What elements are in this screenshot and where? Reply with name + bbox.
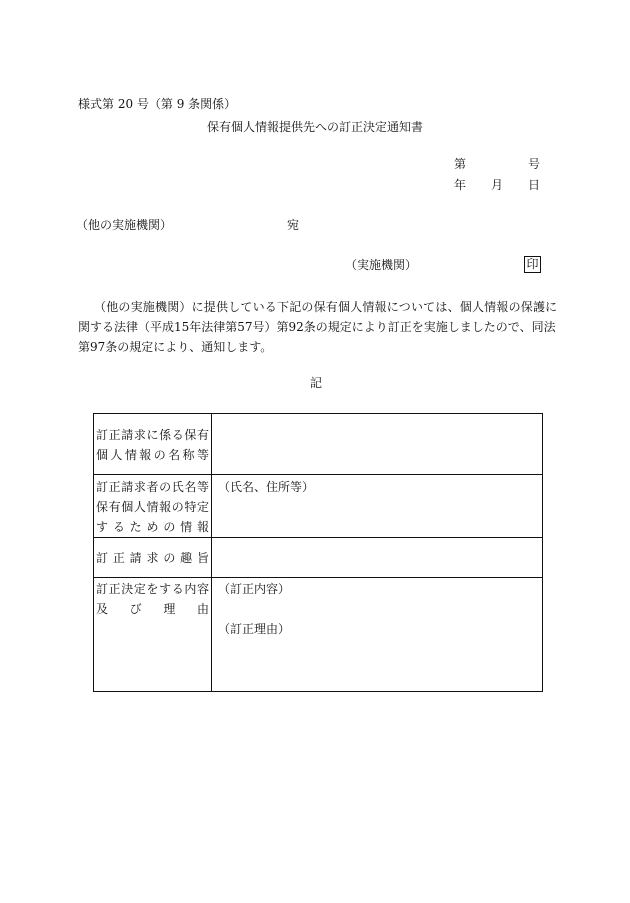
body-line-2: 関する法律（平成15年法律第57号）第92条の規定により訂正を実施しましたので、同法 (78, 320, 556, 334)
addressee-suffix: 宛 (287, 218, 300, 232)
row2-label-line3: するための情報 (96, 520, 209, 534)
row3-value (212, 538, 543, 578)
row4-value (212, 578, 543, 692)
row3-label-text: 訂正請求の趣旨 (96, 550, 209, 565)
ki-heading: 記 (310, 376, 323, 390)
row4-label-line1: 訂正決定をする内容 (96, 582, 209, 596)
row4-value-reason: （訂正理由） (218, 622, 291, 636)
row2-label-line2: 保有個人情報の特定 (96, 500, 209, 514)
body-paragraph (78, 297, 558, 357)
table-row (94, 414, 543, 475)
row1-value (212, 414, 543, 475)
number-label-go: 号 (528, 157, 541, 171)
table-row (94, 475, 543, 538)
record-table (93, 413, 543, 692)
table-row (94, 578, 543, 692)
document-title: 保有個人情報提供先への訂正決定通知書 (207, 120, 424, 134)
row2-value-text: （氏名、住所等） (218, 480, 315, 494)
form-number: 様式第 20 号（第 9 条関係） (78, 97, 237, 111)
sender: （実施機関） (345, 258, 418, 272)
date-label-day: 日 (528, 178, 541, 192)
body-line-1: （他の実施機関）に提供している下記の保有個人情報については、個人情報の保護に (94, 300, 558, 314)
row2-label-line1: 訂正請求者の氏名等 (96, 480, 209, 494)
number-label-dai: 第 (454, 157, 467, 171)
addressee: （他の実施機関） (76, 218, 173, 232)
date-label-month: 月 (491, 178, 504, 192)
row4-label-line2: 及び理由 (96, 602, 209, 616)
row1-label-line1: 訂正請求に係る保有 (96, 428, 209, 442)
seal-mark: 印 (524, 256, 541, 273)
row4-label (94, 578, 212, 692)
date-label-year: 年 (454, 178, 467, 192)
row3-label (94, 538, 212, 578)
body-line-3: 第97条の規定により、通知します。 (78, 340, 273, 354)
row2-label (94, 475, 212, 538)
row1-label-line2: 個人情報の名称等 (96, 448, 209, 462)
row4-value-content: （訂正内容） (218, 582, 291, 596)
row2-value (212, 475, 543, 538)
table-row (94, 538, 543, 578)
row1-label (94, 414, 212, 475)
